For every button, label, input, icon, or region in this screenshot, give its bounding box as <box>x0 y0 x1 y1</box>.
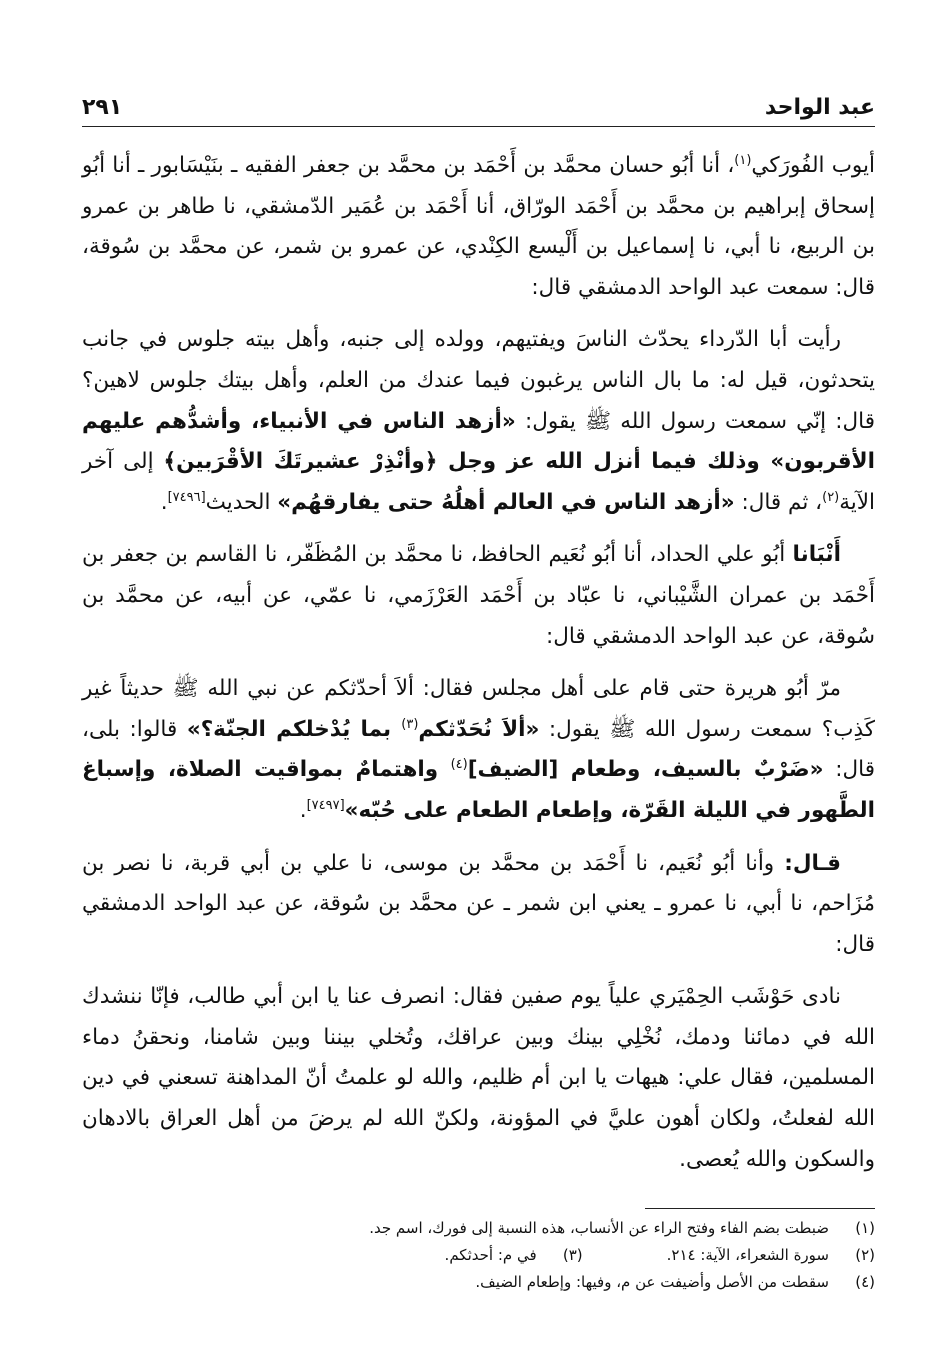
hadith-quote: بما يُدْخلكم الجنّة؟» <box>186 716 402 742</box>
text-run: نادى حَوْشَب الحِمْيَري علياً يوم صفين فقال: انصرف عنا يا ابن أبي طالب، فإنّا ننشدك الله في دمائنا ودمك، نُخْلِي بينك وبين عراقك، وتُخلي بيننا وبين شامنا، ونحقنُ دماء المسلمين، فقال علي: هيهات يا ابن أم ظليم، والله لو علمتُ أنّ المداهنة تسعني في دين الله لفعلتُ، ولكان أهون عليَّ في المؤونة، ولكنّ الله لم يرضَ من أهل العراق بالادهان والسكون والله يُعصى. <box>82 984 875 1172</box>
lead-word: أَنْبَانا <box>792 542 841 568</box>
text-run: . <box>299 797 307 823</box>
hadith-quote: «أزهد الناس في العالم أهلُهُ حتى يفارقهُم» <box>277 489 735 515</box>
footnote-marker: (٢) <box>822 489 840 505</box>
lead-word: قـال: <box>784 850 841 876</box>
text-run: ، أنا أبُو حسان محمَّد بن أَحْمَد بن محمَّد بن جعفر الفقيه ـ بنَيْسَابور ـ أنا أبُو إسحاق إبراهيم بن محمَّد بن أَحْمَد الورّاق، أنا أَحْمَد بن عُمَير الدّمشقي، نا طاهر بن عمرو بن الربيع، نا أبي، نا إسماعيل بن أَلْيسع الكِنْدي، عن عمرو بن شمر، عن محمَّد بن سُوقة، قال: سمعت عبد الواحد الدمشقي قال: <box>82 153 875 300</box>
paragraph-hadith-1 <box>82 320 875 523</box>
footnote-spacer <box>595 1242 655 1269</box>
main-text <box>82 146 875 1192</box>
paragraph-narrative <box>82 977 875 1180</box>
text-run: رأيت أبا الدّرداء يحدّث الناسَ ويفتيهم، وولده إلى جنبه، وأهل بيته جلوس في جانب يتحدثون، قيل له: ما بال الناس يرغبون فيما عندك من العلم، وأهل بيتك جلوس لاهين؟ قال: إنّي سمعت رسول الله ﷺ يقول: <box>82 327 875 434</box>
running-header <box>82 86 875 127</box>
text-run: مرّ أبُو هريرة حتى قام على أهل مجلس فقال: ألاَ أحدّثكم عن نبي الله ﷺ حديثاً غير كَذِب؟ سمعت رسول الله ﷺ يقول: <box>82 676 875 742</box>
hadith-quote: واهتمامٌ بمواقيت الصلاة، وإسباغ الطَّهور في الليلة القَرّة، وإطعام الطعام على حُبّه» <box>82 757 875 823</box>
text-run: ، ثم قال: <box>734 489 823 515</box>
footnote-text: في م: أحدثكم. <box>444 1246 537 1264</box>
footnote-divider <box>645 1208 875 1209</box>
text-run: قالوا: بلى، قال: <box>82 716 876 783</box>
paragraph-hadith-2 <box>82 669 875 831</box>
header-title: عبد الواحد <box>764 95 875 120</box>
hadith-quote: «ألاَ نُحَدّثكم <box>418 716 540 742</box>
text-run: أبُو علي الحداد، أنا أبُو نُعَيم الحافظ، نا محمَّد بن المُظَفّر، نا القاسم بن جعفر بن أَحْمَد بن عمران الشَّيْباني، نا عبّاد بن أَحْمَد العَرْزَمي، نا عمّي، عن أبيه، عن محمَّد بن سُوقة، عن عبد الواحد الدمشقي قال: <box>82 542 875 649</box>
footnote-text: ضبطت بضم الفاء وفتح الراء عن الأنساب، هذه النسبة إلى فورك، اسم جد. <box>369 1219 829 1237</box>
footnote-number: (٢) <box>855 1246 875 1264</box>
footnote-marker: (٣) <box>401 716 419 732</box>
footnote-marker: (١) <box>734 152 752 168</box>
text-run: إلى آخر الآية <box>82 449 875 515</box>
hadith-quote: «أزهد الناس في الأنبياء، وأشدُّهم عليهم الأقربون» وذلك فيما أنزل الله عز وجل ﴿وأنْذِرْ عشيرتَكَ الأقْرَبين﴾ <box>82 408 876 475</box>
hadith-quote: «ضَرْبٌ بالسيف، وطعام [الضيف] <box>467 757 824 783</box>
footnote-text: سقطت من الأصل وأضيفت عن م، وفيها: وإطعام الضيف. <box>475 1273 829 1291</box>
footnote-text: سورة الشعراء، الآية: ٢١٤. <box>666 1246 829 1264</box>
footnote-number: (١) <box>855 1219 875 1237</box>
footnote-marker: (٤) <box>450 757 468 773</box>
footnote-2-3 <box>82 1242 875 1269</box>
footnotes <box>82 1208 875 1296</box>
hadith-number: [٧٤٩٧] <box>306 797 345 813</box>
page-number: ٢٩١ <box>82 95 123 120</box>
footnote-1 <box>82 1215 875 1242</box>
paragraph-isnad-1 <box>82 146 875 308</box>
paragraph-isnad-3 <box>82 844 875 966</box>
text-run: وأنا أبُو نُعَيم، نا أَحْمَد بن محمَّد بن موسى، نا علي بن أبي قربة، نا نصر بن مُزَاحم، نا أبي، نا عمرو ـ يعني ابن شمر ـ عن محمَّد بن سُوقة، عن عبد الواحد الدمشقي قال: <box>82 850 875 957</box>
footnote-4 <box>82 1269 875 1296</box>
hadith-number: [٧٤٩٦] <box>167 489 206 505</box>
text-run: . <box>160 489 168 515</box>
text-run: أيوب الفُورَكي <box>751 153 876 178</box>
text-run: الحديث <box>205 489 278 515</box>
paragraph-isnad-2 <box>82 535 875 657</box>
footnote-number: (٣) <box>562 1246 583 1264</box>
footnote-number: (٤) <box>855 1273 875 1291</box>
